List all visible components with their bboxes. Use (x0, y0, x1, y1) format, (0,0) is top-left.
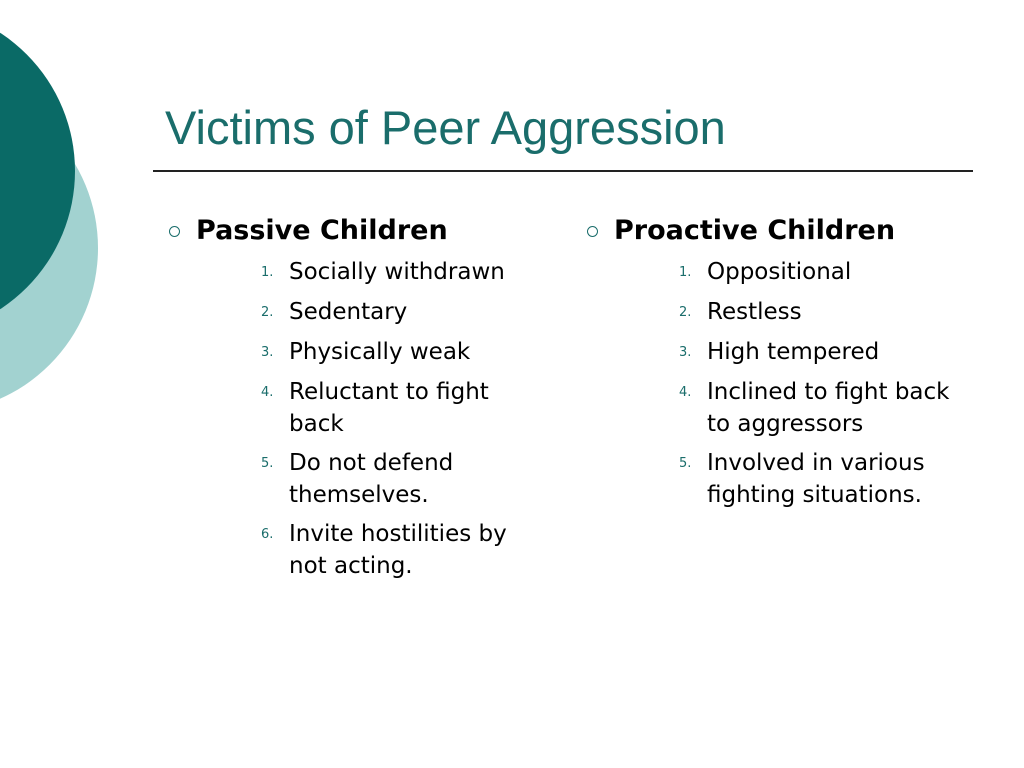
item-text: Do not defend themselves. (289, 450, 454, 508)
column-header (163, 209, 543, 253)
item-text: Oppositional (707, 259, 852, 285)
item-number: 3. (261, 345, 274, 360)
item-number: 2. (679, 305, 692, 320)
numbered-list (163, 256, 543, 582)
proactive-children-column (581, 209, 961, 518)
item-text: Reluctant to fight back (289, 379, 489, 437)
column-header (581, 209, 961, 253)
list-item (261, 447, 543, 511)
circle-bullet-icon (169, 226, 180, 237)
item-text: Sedentary (289, 299, 408, 325)
item-text: High tempered (707, 339, 880, 365)
numbered-list (581, 256, 961, 511)
list-item (261, 256, 543, 289)
list-item (261, 376, 543, 440)
item-text: Invite hostilities by not acting. (289, 521, 507, 579)
circle-bullet-icon (587, 226, 598, 237)
list-item (261, 296, 543, 329)
item-text: Inclined to fight back to aggressors (707, 379, 950, 437)
item-text: Restless (707, 299, 802, 325)
title-divider (153, 170, 973, 172)
list-item (679, 376, 961, 440)
item-number: 2. (261, 305, 274, 320)
item-text: Involved in various fighting situations. (707, 450, 925, 508)
list-item (679, 447, 961, 511)
item-number: 6. (261, 527, 274, 542)
item-number: 3. (679, 345, 692, 360)
list-item (679, 336, 961, 369)
column-heading: Passive Children (196, 215, 448, 246)
item-number: 4. (679, 385, 692, 400)
slide-title: Victims of Peer Aggression (165, 101, 726, 154)
item-number: 5. (261, 456, 274, 471)
column-heading: Proactive Children (614, 215, 896, 246)
item-number: 1. (679, 265, 692, 280)
item-number: 1. (261, 265, 274, 280)
list-item (679, 256, 961, 289)
item-number: 4. (261, 385, 274, 400)
item-text: Physically weak (289, 339, 471, 365)
list-item (261, 518, 543, 582)
list-item (679, 296, 961, 329)
list-item (261, 336, 543, 369)
item-number: 5. (679, 456, 692, 471)
item-text: Socially withdrawn (289, 259, 505, 285)
passive-children-column (163, 209, 543, 589)
